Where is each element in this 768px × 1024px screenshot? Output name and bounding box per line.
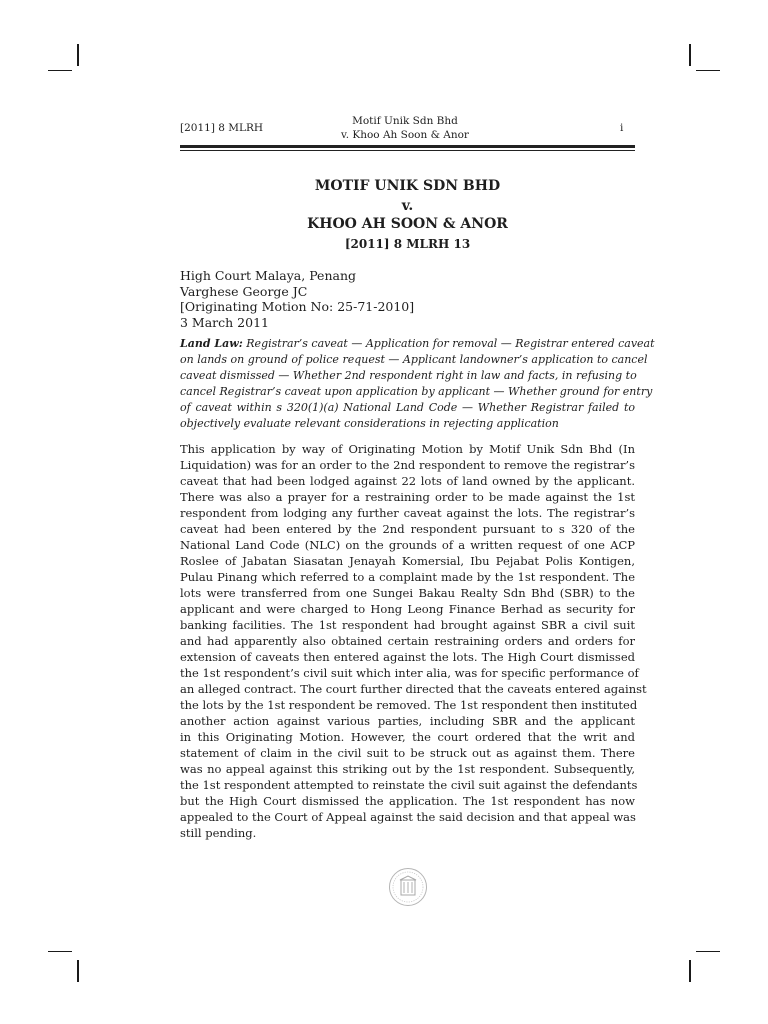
motion-number: [Originating Motion No: 25-71-2010]: [180, 299, 415, 314]
decision-date: 3 March 2011: [180, 314, 269, 330]
case-versus: v.: [401, 198, 414, 214]
catchwords-line: cancel Registrar’s caveat upon application by applicant — Whether ground for entry: [180, 385, 653, 398]
paragraph-line: the lots by the 1st respondent be removed. The 1st respondent then instituted: [180, 698, 638, 712]
crop-mark: [48, 951, 72, 952]
catchwords-line: caveat dismissed — Whether 2nd respondent right in law and facts, in refusing to: [180, 369, 637, 382]
paragraph-line: banking facilities. The 1st respondent had brought against SBR a civil suit: [180, 618, 635, 632]
court-seal-icon: [388, 867, 428, 907]
paragraph-line: appealed to the Court of Appeal against the said decision and that appeal was: [180, 810, 636, 824]
crop-mark: [696, 951, 720, 952]
crop-mark: [689, 44, 691, 66]
court-name: High Court Malaya, Penang: [180, 268, 357, 283]
paragraph-line: Pulau Pinang which referred to a complaint made by the 1st respondent. The: [180, 570, 635, 584]
running-header-title-line2: v. Khoo Ah Soon & Anor: [341, 129, 469, 141]
crop-mark: [696, 70, 720, 71]
crop-mark: [689, 960, 691, 982]
paragraph-line: This application by way of Originating Motion by Motif Unik Sdn Bhd (In: [180, 442, 635, 456]
paragraph-line: statement of claim in the civil suit to be struck out as against them. There: [180, 746, 635, 760]
case-party-2: KHOO AH SOON & ANOR: [307, 216, 508, 232]
paragraph-line: extension of caveats then entered against the lots. The High Court dismissed: [180, 650, 635, 664]
catchwords-line: on lands on ground of police request — Applicant landowner’s application to cancel: [180, 353, 648, 366]
paragraph-line: respondent from lodging any further caveat against the lots. The registrar’s: [180, 506, 635, 520]
header-rule-thick: [180, 145, 635, 148]
catchwords: [180, 336, 655, 432]
catchwords-line: Registrar’s caveat — Application for removal — Registrar entered caveat: [242, 337, 655, 350]
header-rule-thin: [180, 150, 635, 151]
paragraph-line: and had apparently also obtained certain restraining orders and orders for: [180, 634, 635, 648]
paragraph-line: caveat had been entered by the 2nd respondent pursuant to s 320 of the: [180, 522, 635, 536]
paragraph-line: was no appeal against this striking out by the 1st respondent. Subsequently,: [180, 762, 635, 776]
paragraph-line: another action against various parties, including SBR and the applicant: [180, 714, 635, 728]
running-header-title: [300, 114, 510, 142]
running-header-citation: [2011] 8 MLRH: [180, 122, 264, 134]
case-party-1: MOTIF UNIK SDN BHD: [314, 178, 501, 194]
paragraph-line: National Land Code (NLC) on the grounds of a written request of one ACP: [180, 538, 635, 552]
page-number: i: [620, 122, 624, 134]
paragraph-line: the 1st respondent attempted to reinstate the civil suit against the defendants: [180, 778, 638, 792]
paragraph-line: still pending.: [180, 826, 257, 840]
paragraph-line: There was also a prayer for a restraining order to be made against the 1st: [180, 490, 635, 504]
crop-mark: [77, 44, 79, 66]
headnote-paragraph: [180, 441, 647, 841]
catchwords-line: objectively evaluate relevant considerations in rejecting application: [180, 417, 559, 430]
paragraph-line: but the High Court dismissed the application. The 1st respondent has now: [180, 794, 635, 808]
paragraph-line: an alleged contract. The court further directed that the caveats entered against: [180, 682, 647, 696]
paragraph-line: the 1st respondent’s civil suit which inter alia, was for specific performance of: [180, 666, 639, 680]
judge-name: Varghese George JC: [180, 283, 308, 299]
paragraph-line: in this Originating Motion. However, the court ordered that the writ and: [180, 730, 635, 744]
paragraph-line: lots were transferred from one Sungei Bakau Realty Sdn Bhd (SBR) to the: [180, 586, 635, 600]
paragraph-line: caveat that had been lodged against 22 lots of land owned by the applicant.: [180, 474, 635, 488]
crop-mark: [77, 960, 79, 982]
catchwords-lead: Land Law:: [180, 337, 243, 350]
paragraph-line: Roslee of Jabatan Siasatan Jenayah Komersial, Ibu Pejabat Polis Kontigen,: [180, 554, 635, 568]
paragraph-line: applicant and were charged to Hong Leong Finance Berhad as security for: [180, 602, 635, 616]
running-header-title-line1: Motif Unik Sdn Bhd: [352, 115, 458, 127]
crop-mark: [48, 70, 72, 71]
case-meta: [180, 268, 635, 330]
catchwords-line: of caveat within s 320(1)(a) National Land Code — Whether Registrar failed to: [180, 401, 635, 414]
case-citation: [2011] 8 MLRH 13: [344, 237, 471, 251]
paragraph-line: Liquidation) was for an order to the 2nd respondent to remove the registrar’s: [180, 458, 635, 472]
